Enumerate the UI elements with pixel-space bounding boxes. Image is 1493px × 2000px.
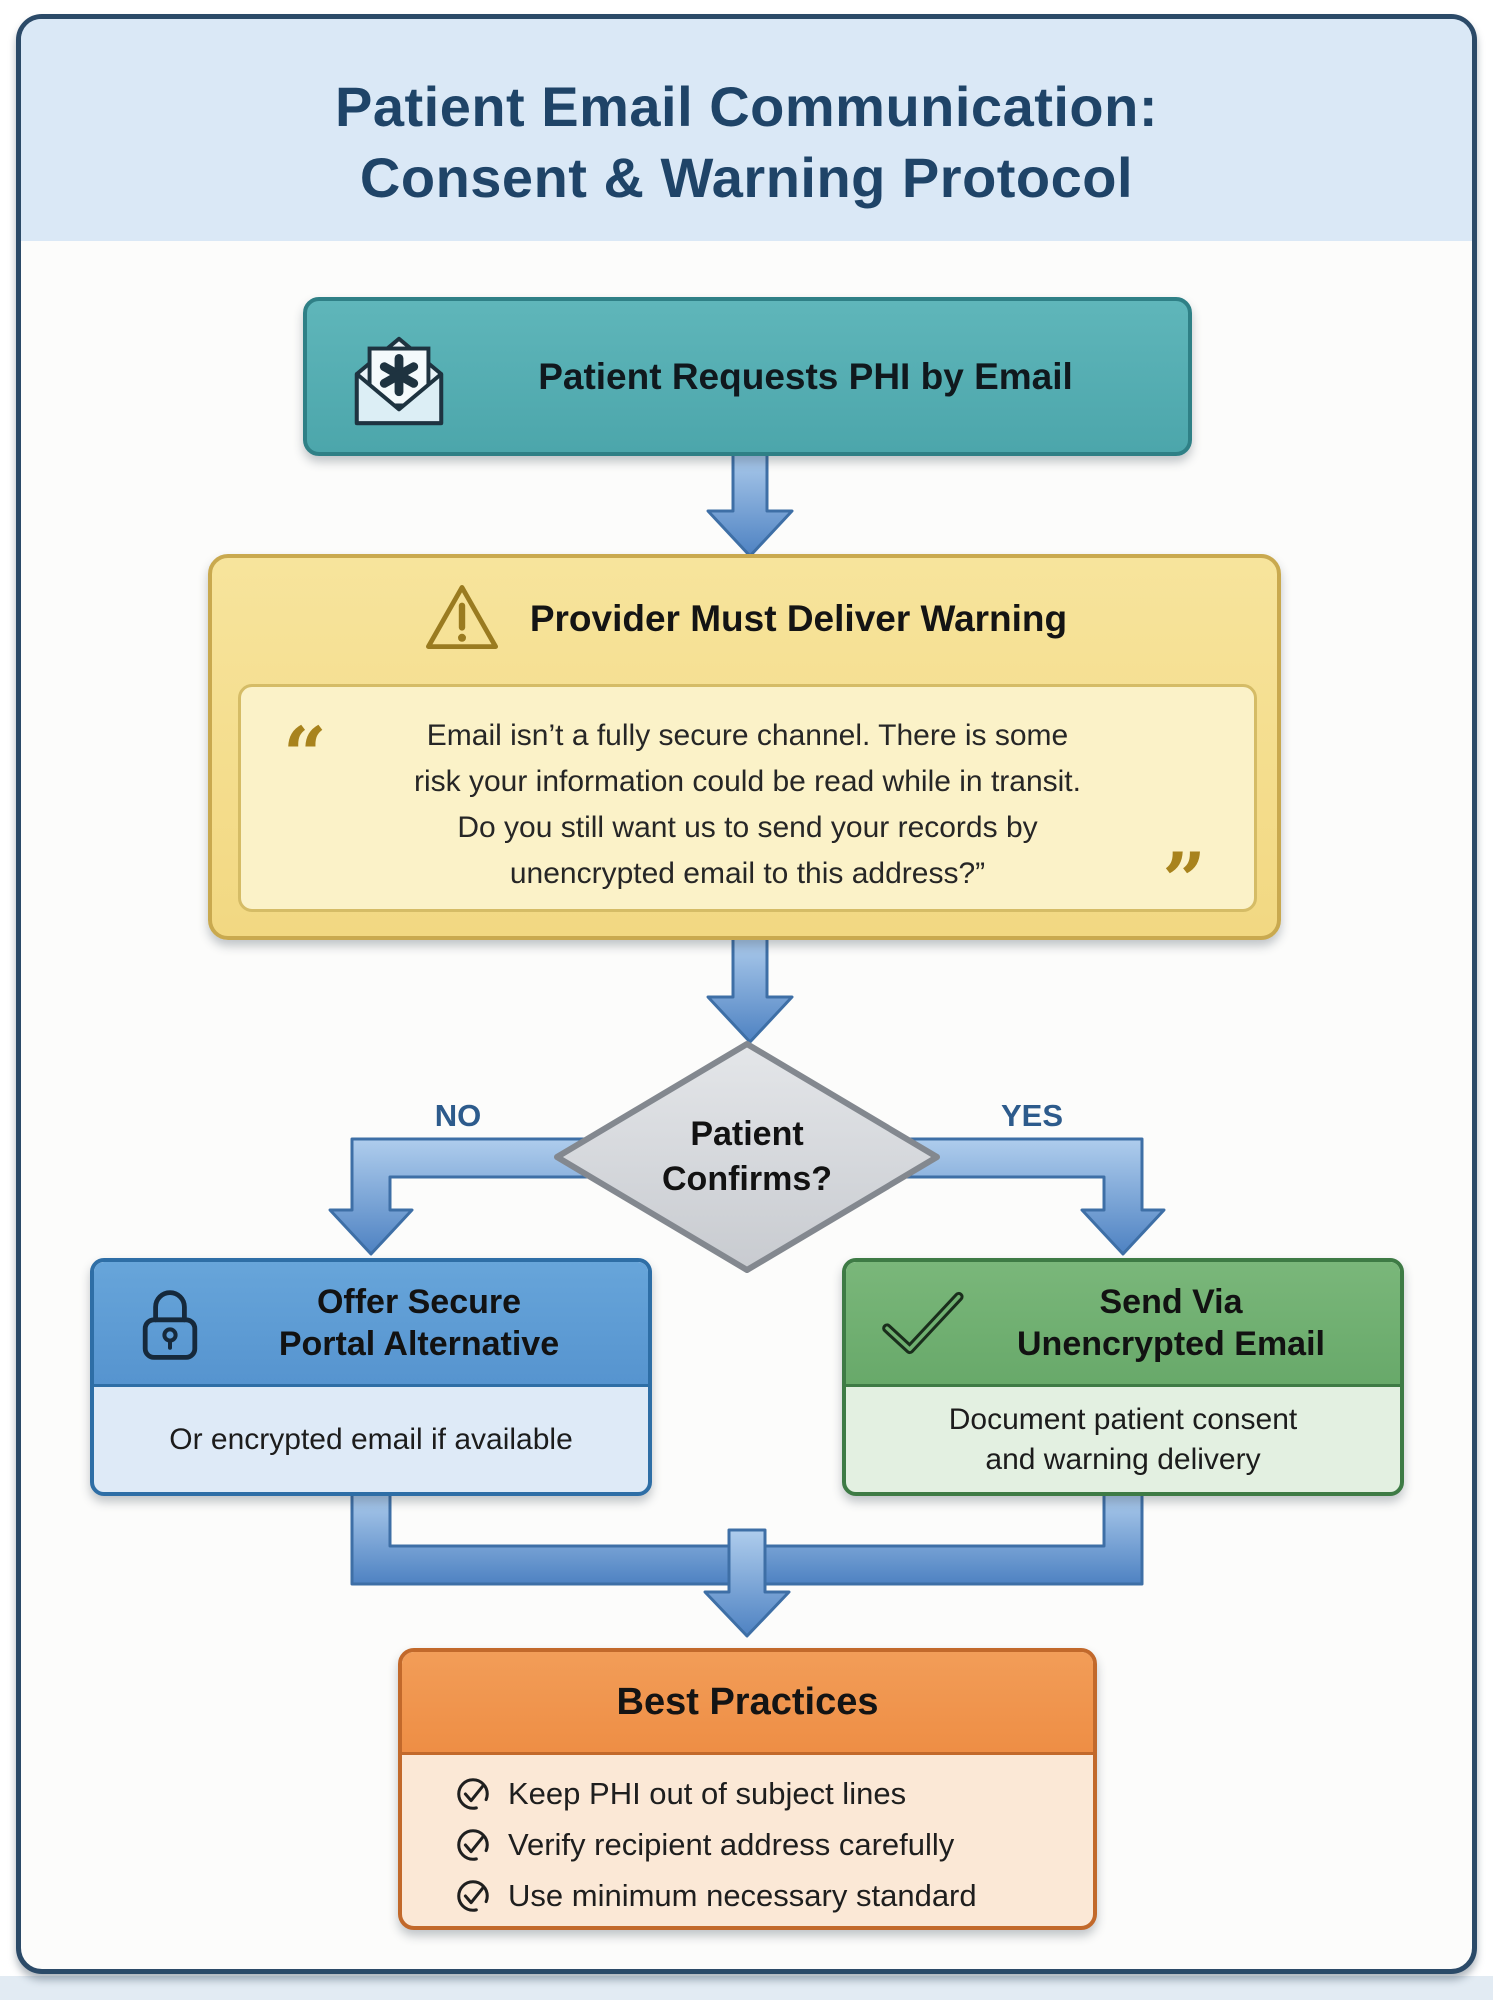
no-node-subtext: Or encrypted email if available [169, 1423, 573, 1456]
circle-check-icon [454, 1826, 492, 1864]
yes-branch-label: YES [1000, 1098, 1064, 1133]
list-item: Verify recipient address carefully [454, 1826, 1093, 1864]
yes-node-title: Send Via Unencrypted Email [1017, 1283, 1325, 1363]
open-quote-mark: “ [283, 710, 327, 799]
warning-node-header [212, 558, 1277, 680]
decision-line1: Patient [690, 1115, 804, 1153]
arrow-warning-to-decision [708, 936, 792, 1042]
arrow-request-to-warning [708, 450, 792, 556]
node-best-practices [398, 1648, 1097, 1930]
node-patient-request [303, 297, 1192, 456]
node-offer-secure-portal [90, 1258, 652, 1496]
circle-check-icon [454, 1877, 492, 1915]
decision-line2: Confirms? [662, 1160, 832, 1198]
page-title-line1: Patient Email Communication: [335, 75, 1158, 138]
no-node-header [94, 1262, 648, 1387]
yes-node-subtext: Document patient consent and warning delivery [948, 1403, 1298, 1476]
checkmark-icon [876, 1288, 968, 1358]
padlock-icon [124, 1282, 216, 1364]
no-node-title: Offer Secure Portal Alternative [278, 1283, 560, 1363]
decision-patient-confirms [557, 1044, 937, 1270]
quote-line: risk your information could be read while in transit. [414, 765, 1081, 798]
close-quote-mark: ” [1162, 836, 1206, 925]
list-item: Use minimum necessary standard [454, 1877, 1093, 1915]
node-provider-warning [208, 554, 1281, 940]
email-envelope-icon [345, 325, 453, 429]
warning-quote-box [238, 684, 1257, 925]
quote-line: unencrypted email to this address?” [509, 857, 986, 890]
quote-line: Email isn’t a fully secure channel. There is some [426, 719, 1069, 752]
yes-node-header [846, 1262, 1400, 1387]
node-send-unencrypted-email [842, 1258, 1404, 1496]
warning-quote-text [301, 713, 1194, 897]
circle-check-icon [454, 1775, 492, 1813]
warning-triangle-icon [422, 581, 502, 658]
best-practices-title: Best Practices [402, 1652, 1093, 1755]
page-title-line2: Consent & Warning Protocol [359, 146, 1134, 209]
warning-node-title: Provider Must Deliver Warning [529, 598, 1068, 639]
list-item: Keep PHI out of subject lines [454, 1775, 1093, 1813]
no-branch-label: NO [434, 1098, 482, 1133]
request-node-label: Patient Requests PHI by Email [538, 355, 1073, 397]
quote-line: Do you still want us to send your records by [457, 811, 1038, 844]
best-practices-list [402, 1755, 1093, 1915]
